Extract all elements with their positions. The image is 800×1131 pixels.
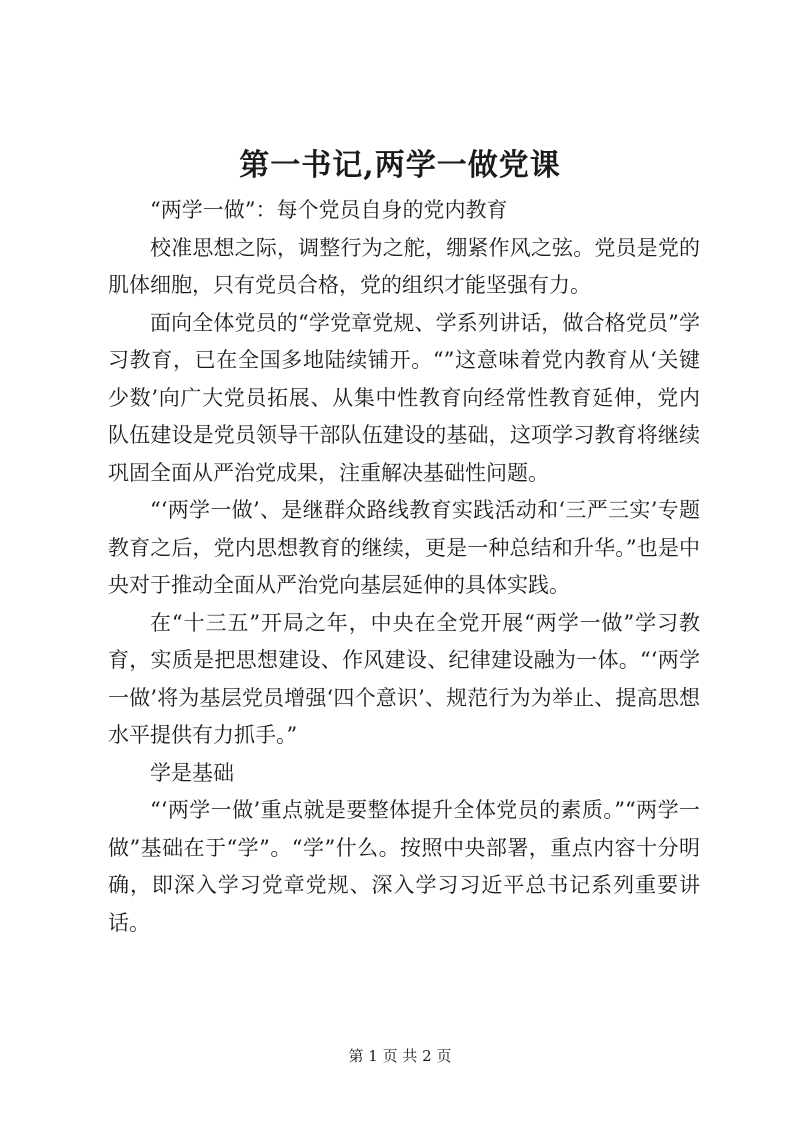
paragraph-intro-heading: “两学一做”：每个党员自身的党内教育 <box>150 198 508 222</box>
page-footer: 第 1 页 共 2 页 <box>348 1047 452 1065</box>
section-heading: 学是基础 <box>150 760 234 785</box>
paragraph: “‘两学一做’、是继群众路线教育实践活动和‘三严三实’专题教育之后，党内思想教育的继续，更是一种总结和升华。”也是中央对于推动全面从严治党向基层延伸的具体实践。 <box>108 498 700 597</box>
document-title: 第一书记,两学一做党课 <box>239 148 561 183</box>
paragraph: 校准思想之际，调整行为之舵，绷紧作风之弦。党员是党的肌体细胞，只有党员合格，党的组织才能坚强有力。 <box>108 235 700 297</box>
paragraph: 面向全体党员的“学党章党规、学系列讲话，做合格党员”学习教育，已在全国多地陆续铺开。“”这意味着党内教育从‘关键少数’向广大党员拓展、从集中性教育向经常性教育延伸，党内队伍建设是党员领导干部队伍建设的基础，这项学习教育将继续巩固全面从严治党成果，注重解决基础性问题。 <box>108 310 700 485</box>
document-body <box>108 192 700 942</box>
paragraph: 在“十三五”开局之年，中央在全党开展“两学一做”学习教育，实质是把思想建设、作风建设、纪律建设融为一体。“‘两学一做’将为基层党员增强‘四个意识’、规范行为为举止、提高思想水平提供有力抓手。” <box>108 610 700 747</box>
paragraph: “‘两学一做’重点就是要整体提升全体党员的素质。”“两学一做”基础在于“学”。“学”什么。按照中央部署，重点内容十分明确，即深入学习党章党规、深入学习习近平总书记系列重要讲话。 <box>108 798 700 935</box>
